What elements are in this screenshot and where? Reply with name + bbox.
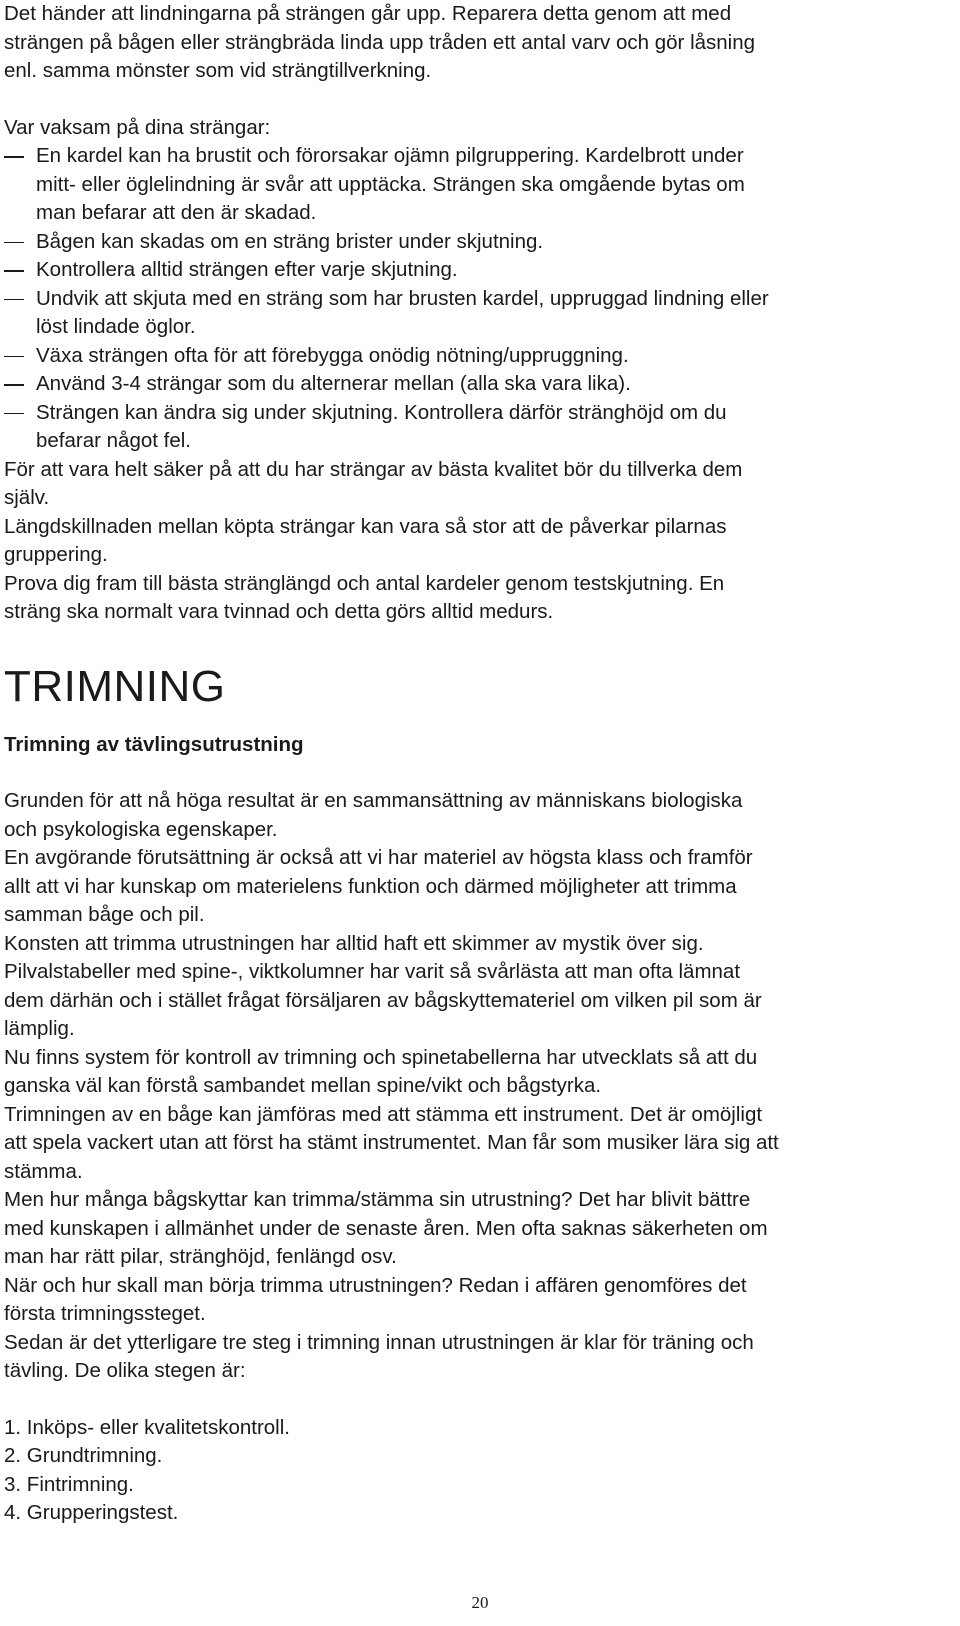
list-item-line: Strängen kan ändra sig under skjutning. Kontrollera därför stränghöjd om du [36,400,727,424]
text-line: samman båge och pil. [4,903,205,926]
list-item-line: löst lindade öglor. [36,315,196,338]
list-item [4,370,956,399]
list-item-line: befarar något fel. [36,429,191,452]
text-line: att spela vackert utan att först ha stämt instrumentet. Man får som musiker lära sig att [4,1131,779,1154]
text-line: För att vara helt säker på att du har strängar av bästa kvalitet bör du tillverka dem [4,457,743,481]
text-line: dem därhän och i stället frågat försäljaren av bågskyttemateriel om vilken pil som är [4,988,762,1012]
text-line: Grunden för att nå höga resultat är en sammansättning av människans biologiska [4,789,743,812]
text-line: med kunskapen i allmänhet under de senaste åren. Men ofta saknas säkerheten om [4,1216,768,1240]
list-item-line: Bågen kan skadas om en sträng brister under skjutning. [36,229,544,253]
section-subtitle: Trimning av tävlingsutrustning [4,732,304,756]
steps-list [4,1414,956,1528]
text-line: Sedan är det ytterligare tre steg i trimning innan utrustningen är klar för träning och [4,1330,754,1354]
text-line: Det händer att lindningarna på strängen går upp. Reparera detta genom att med [4,2,732,25]
list-item [4,285,956,342]
text-line: gruppering. [4,543,108,566]
text-line: första trimningssteget. [4,1302,206,1325]
text-line: tävling. De olika stegen är: [4,1359,246,1382]
text-line: Prova dig fram till bästa stränglängd och antal kardeler genom testskjutning. En [4,571,725,595]
text-line: Trimningen av en båge kan jämföras med att stämma ett instrument. Det är omöjligt [4,1102,763,1126]
list-item [4,228,956,257]
list-item-line: Använd 3-4 strängar som du alternerar mellan (alla ska vara lika). [36,372,631,395]
text-line: lämplig. [4,1017,75,1040]
text-line: Nu finns system för kontroll av trimning och spinetabellerna har utvecklats så att du [4,1045,758,1069]
text-line: strängen på bågen eller strängbräda linda upp tråden ett antal varv och gör låsning [4,30,756,54]
text-line: När och hur skall man börja trimma utrustningen? Redan i affären genomföres det [4,1273,747,1297]
text-line: och psykologiska egenskaper. [4,817,278,841]
list-item: 4. Grupperingstest. [4,1501,179,1524]
text-line: man har rätt pilar, stränghöjd, fenlängd osv. [4,1245,397,1268]
list-item [4,399,956,456]
list-item-line: Växa strängen ofta för att förebygga onödig nötning/uppruggning. [36,343,629,367]
list-item [4,142,956,228]
text-line: enl. samma mönster som vid strängtillverkning. [4,59,432,82]
list-item: 3. Fintrimning. [4,1472,134,1496]
caution-heading: Var vaksam på dina strängar: [4,115,271,139]
list-item-line: En kardel kan ha brustit och förorsakar ojämn pilgruppering. Kardelbrott under [36,144,744,167]
text-line: Men hur många bågskyttar kan trimma/stämma sin utrustning? Det har blivit bättre [4,1188,751,1211]
list-item-line: Kontrollera alltid strängen efter varje skjutning. [36,258,458,281]
list-item-line: mitt- eller öglelindning är svår att upptäcka. Strängen ska omgående bytas om [36,172,745,196]
text-line: sträng ska normalt vara tvinnad och detta görs alltid medurs. [4,600,554,623]
after-list-paragraphs [4,456,956,627]
list-item: 2. Grundtrimning. [4,1444,163,1467]
text-line: En avgörande förutsättning är också att vi har materiel av högsta klass och framför [4,846,753,869]
text-line: själv. [4,486,50,509]
text-line: Pilvalstabeller med spine-, viktkolumner har varit så svårlästa att man ofta lämnat [4,960,741,983]
body-text [4,787,956,1386]
page-number: 20 [471,1593,489,1612]
list-item [4,342,956,371]
text-line: Längdskillnaden mellan köpta strängar kan vara så stor att de påverkar pilarnas [4,514,727,538]
text-line: allt att vi har kunskap om materielens funktion och därmed möjligheter att trimma [4,874,737,898]
caution-list [4,142,956,456]
text-line: stämma. [4,1159,83,1183]
list-item-line: man befarar att den är skadad. [36,201,317,224]
list-item: 1. Inköps- eller kvalitetskontroll. [4,1415,290,1439]
intro-paragraph [4,0,956,86]
list-item-line: Undvik att skjuta med en sträng som har brusten kardel, uppruggad lindning eller [36,286,769,310]
document-page [4,0,956,1528]
list-item [4,256,956,285]
text-line: Konsten att trimma utrustningen har alltid haft ett skimmer av mystik över sig. [4,931,704,955]
section-title: TRIMNING [4,661,226,711]
text-line: ganska väl kan förstå sambandet mellan spine/vikt och bågstyrka. [4,1074,602,1097]
